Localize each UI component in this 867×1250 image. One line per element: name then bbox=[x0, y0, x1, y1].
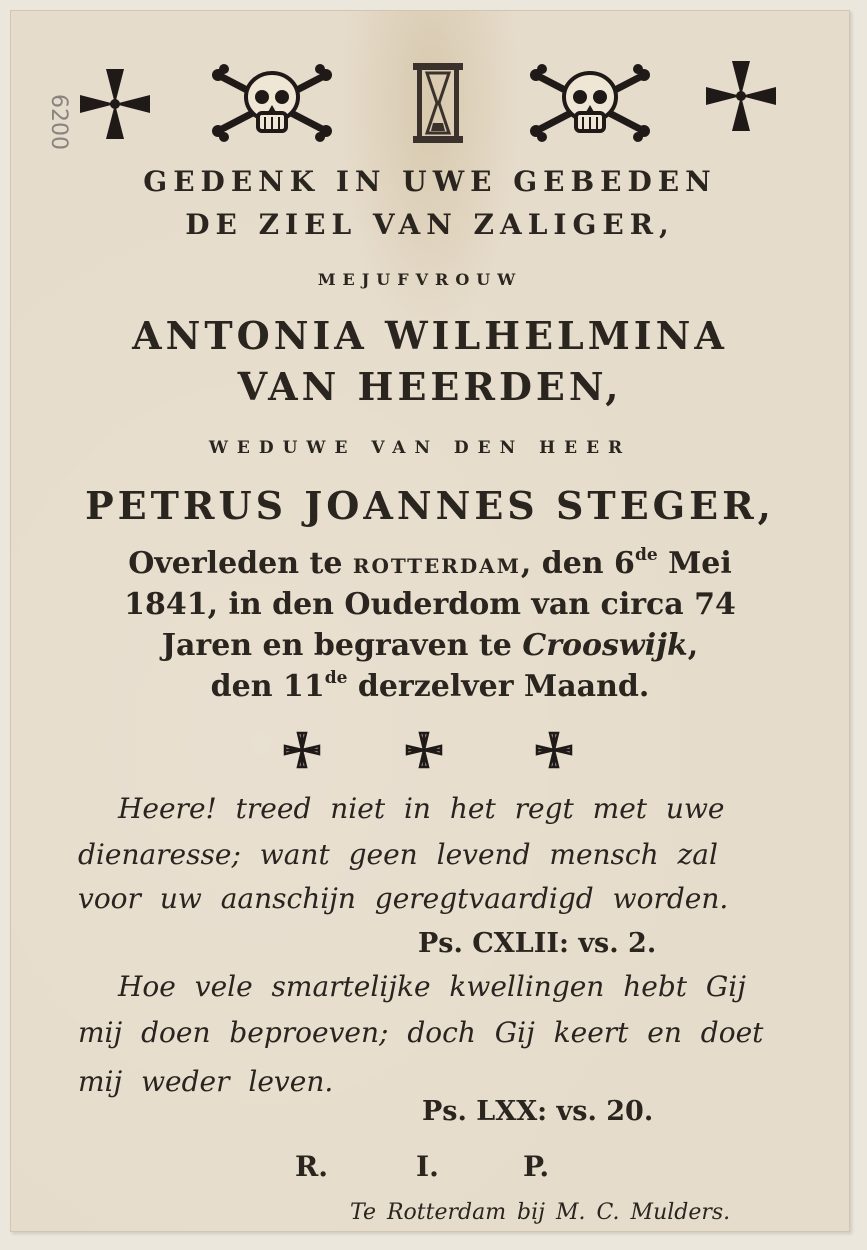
verse-2-line-3: mij weder leven. bbox=[78, 1065, 334, 1098]
verse-1-line-1: Heere! treed niet in het regt met uwe bbox=[118, 792, 725, 825]
verse-2-line-1: Hoe vele smartelijke kwellingen hebt Gij bbox=[118, 970, 746, 1003]
printer-imprint: Te Rotterdam bij M. C. Mulders. bbox=[350, 1200, 731, 1225]
death-info-line-2: 1841, in den Ouderdom van circa 74 bbox=[124, 587, 736, 622]
scripture-reference-2: Ps. LXX: vs. 20. bbox=[422, 1096, 654, 1127]
widow-of-label: WEDUWE VAN DEN HEER bbox=[208, 438, 632, 458]
death-info-line-3: Jaren en begraven te Crooswijk, bbox=[161, 628, 699, 663]
cross-patee-icon bbox=[78, 67, 152, 141]
verse-1-line-3: voor uw aanschijn geregtvaardigd worden. bbox=[78, 882, 729, 915]
death-info-line-1: Overleden te ROTTERDAM, den 6de Mei bbox=[128, 545, 732, 581]
rip-letter-i: I. bbox=[416, 1150, 439, 1183]
place-of-death: ROTTERDAM bbox=[352, 554, 521, 578]
cross-patee-icon bbox=[704, 59, 778, 133]
burial-place: Crooswijk bbox=[522, 628, 688, 663]
husband-name: PETRUS JOANNES STEGER, bbox=[85, 483, 775, 528]
skull-crossbones-icon bbox=[210, 65, 334, 141]
rip-letter-p: P. bbox=[523, 1150, 550, 1183]
honorific: MEJUFVROUW bbox=[317, 270, 523, 289]
small-cross-icon bbox=[282, 730, 322, 770]
svg-text:6200: 6200 bbox=[46, 94, 71, 150]
verse-1-line-2: dienaresse; want geen levend mensch zal bbox=[78, 838, 718, 871]
heading-line-2: DE ZIEL VAN ZALIGER, bbox=[185, 208, 675, 241]
small-cross-icon bbox=[404, 730, 444, 770]
deceased-name-line-2: VAN HEERDEN, bbox=[237, 364, 623, 409]
skull-crossbones-icon bbox=[528, 65, 652, 141]
heading-line-1: GEDENK IN UWE GEBEDEN bbox=[143, 165, 717, 198]
small-cross-icon bbox=[534, 730, 574, 770]
death-info-line-4: den 11de derzelver Maand. bbox=[210, 668, 650, 704]
header-ornaments bbox=[10, 65, 850, 155]
scripture-reference-1: Ps. CXLII: vs. 2. bbox=[418, 928, 657, 959]
verse-2-line-2: mij doen beproeven; doch Gij keert en doet bbox=[78, 1016, 764, 1049]
rip-letter-r: R. bbox=[295, 1150, 329, 1183]
memorial-card bbox=[10, 10, 850, 1232]
hourglass-icon bbox=[411, 61, 465, 145]
deceased-name-line-1: ANTONIA WILHELMINA bbox=[132, 313, 728, 358]
